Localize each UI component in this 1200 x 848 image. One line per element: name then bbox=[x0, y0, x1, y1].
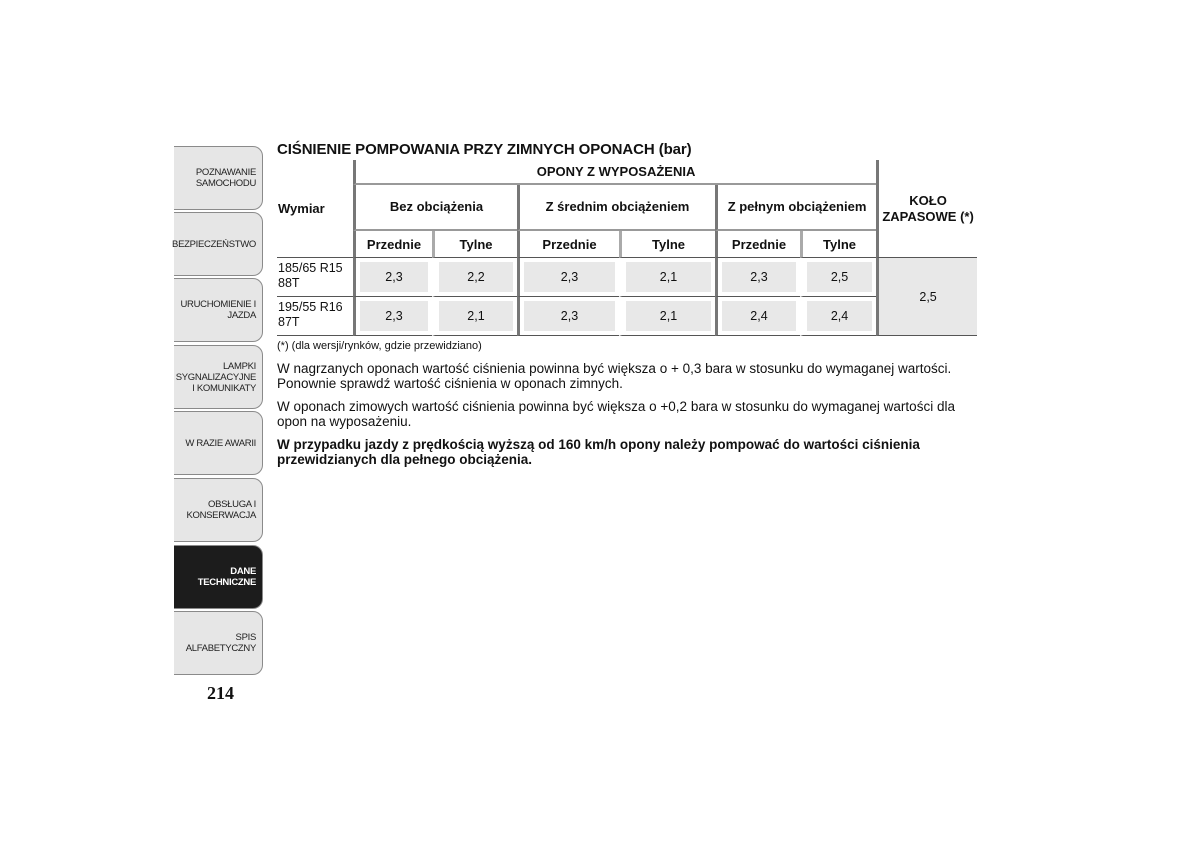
tab-label: POZNAWANIE SAMOCHODU bbox=[195, 167, 256, 189]
value: 2,1 bbox=[626, 262, 711, 292]
header-przednie: Przednie bbox=[353, 231, 432, 258]
value: 2,2 bbox=[439, 262, 513, 292]
value: 2,4 bbox=[807, 301, 872, 331]
spare-value: 2,5 bbox=[876, 258, 977, 336]
value: 2,1 bbox=[439, 301, 513, 331]
tab-lampki-sygnalizacyjne[interactable] bbox=[174, 345, 263, 409]
tab-label: SPIS ALFABETYCZNY bbox=[185, 632, 256, 654]
header-kolo-zapasowe: KOŁO ZAPASOWE (*) bbox=[876, 160, 977, 258]
paragraph-hot-tires: W nagrzanych oponach wartość ciśnienia powinna być większa o + 0,3 bara w stosunku do wymaganej wartości. Ponownie sprawdź wartość ciśnienia w oponach zimnych. bbox=[277, 361, 952, 391]
section-title bbox=[277, 140, 977, 160]
tab-obsluga-i-konserwacja[interactable] bbox=[174, 478, 263, 542]
value: 2,3 bbox=[360, 301, 428, 331]
header-opony-group: OPONY Z WYPOSAŻENIA bbox=[353, 160, 876, 185]
tab-label: DANE TECHNICZNE bbox=[197, 566, 256, 588]
header-wymiar: Wymiar bbox=[277, 160, 353, 258]
value-cell bbox=[517, 258, 619, 297]
tire-pressure-table bbox=[277, 160, 977, 336]
value: 2,3 bbox=[722, 262, 796, 292]
tab-label: BEZPIECZEŃSTWO bbox=[172, 238, 256, 250]
value: 2,1 bbox=[626, 301, 711, 331]
header-pelne-obciazenie: Z pełnym obciążeniem bbox=[715, 185, 876, 231]
header-tylne: Tylne bbox=[619, 231, 715, 258]
header-przednie: Przednie bbox=[715, 231, 800, 258]
page-number: 214 bbox=[207, 683, 234, 703]
value-cell bbox=[619, 297, 715, 336]
value-cell bbox=[432, 258, 517, 297]
warning-high-speed: W przypadku jazdy z prędkością wyższą od 160 km/h opony należy pompować do wartości ciśnienia przewidzianych dla pełnego obciążenia. bbox=[277, 437, 920, 467]
value: 2,5 bbox=[807, 262, 872, 292]
tab-uruchomienie-i-jazda[interactable] bbox=[174, 278, 263, 342]
header-przednie: Przednie bbox=[517, 231, 619, 258]
tab-label: URUCHOMIENIE I JAZDA bbox=[180, 299, 256, 321]
header-tylne: Tylne bbox=[432, 231, 517, 258]
tire-size: 185/65 R15 88T bbox=[277, 258, 353, 297]
tab-spis-alfabetyczny[interactable] bbox=[174, 611, 263, 675]
tab-dane-techniczne[interactable] bbox=[174, 545, 263, 609]
section-title-unit: (bar) bbox=[658, 141, 692, 158]
value-cell bbox=[432, 297, 517, 336]
value: 2,4 bbox=[722, 301, 796, 331]
value: 2,3 bbox=[524, 262, 615, 292]
header-bez-obciazenia: Bez obciążenia bbox=[353, 185, 517, 231]
tab-bezpieczenstwo[interactable] bbox=[174, 212, 263, 276]
table-row bbox=[277, 297, 977, 336]
value-cell bbox=[353, 258, 432, 297]
section-title-text: CIŚNIENIE POMPOWANIA PRZY ZIMNYCH OPONACH bbox=[277, 141, 655, 158]
value-cell bbox=[715, 297, 800, 336]
value-cell bbox=[517, 297, 619, 336]
tab-w-razie-awarii[interactable] bbox=[174, 411, 263, 475]
value: 2,3 bbox=[360, 262, 428, 292]
footnote: (*) (dla wersji/rynków, gdzie przewidziano) bbox=[277, 340, 482, 352]
paragraph-winter-tires: W oponach zimowych wartość ciśnienia powinna być większa o +0,2 bara w stosunku do wymaganej wartości dla opon na wyposażeniu. bbox=[277, 399, 955, 429]
tab-label: OBSŁUGA I KONSERWACJA bbox=[186, 499, 256, 521]
tab-label: W RAZIE AWARII bbox=[185, 437, 256, 449]
table-row bbox=[277, 258, 977, 297]
value-cell bbox=[800, 297, 876, 336]
main-content bbox=[277, 140, 977, 467]
tab-poznawanie-samochodu[interactable] bbox=[174, 146, 263, 210]
value-cell bbox=[353, 297, 432, 336]
header-srednie-obciazenie: Z średnim obciążeniem bbox=[517, 185, 715, 231]
header-tylne: Tylne bbox=[800, 231, 876, 258]
value-cell bbox=[800, 258, 876, 297]
tire-size: 195/55 R16 87T bbox=[277, 297, 353, 336]
value-cell bbox=[715, 258, 800, 297]
value-cell bbox=[619, 258, 715, 297]
tab-label: LAMPKI SYGNALIZACYJNE I KOMUNIKATY bbox=[175, 360, 256, 394]
value: 2,3 bbox=[524, 301, 615, 331]
